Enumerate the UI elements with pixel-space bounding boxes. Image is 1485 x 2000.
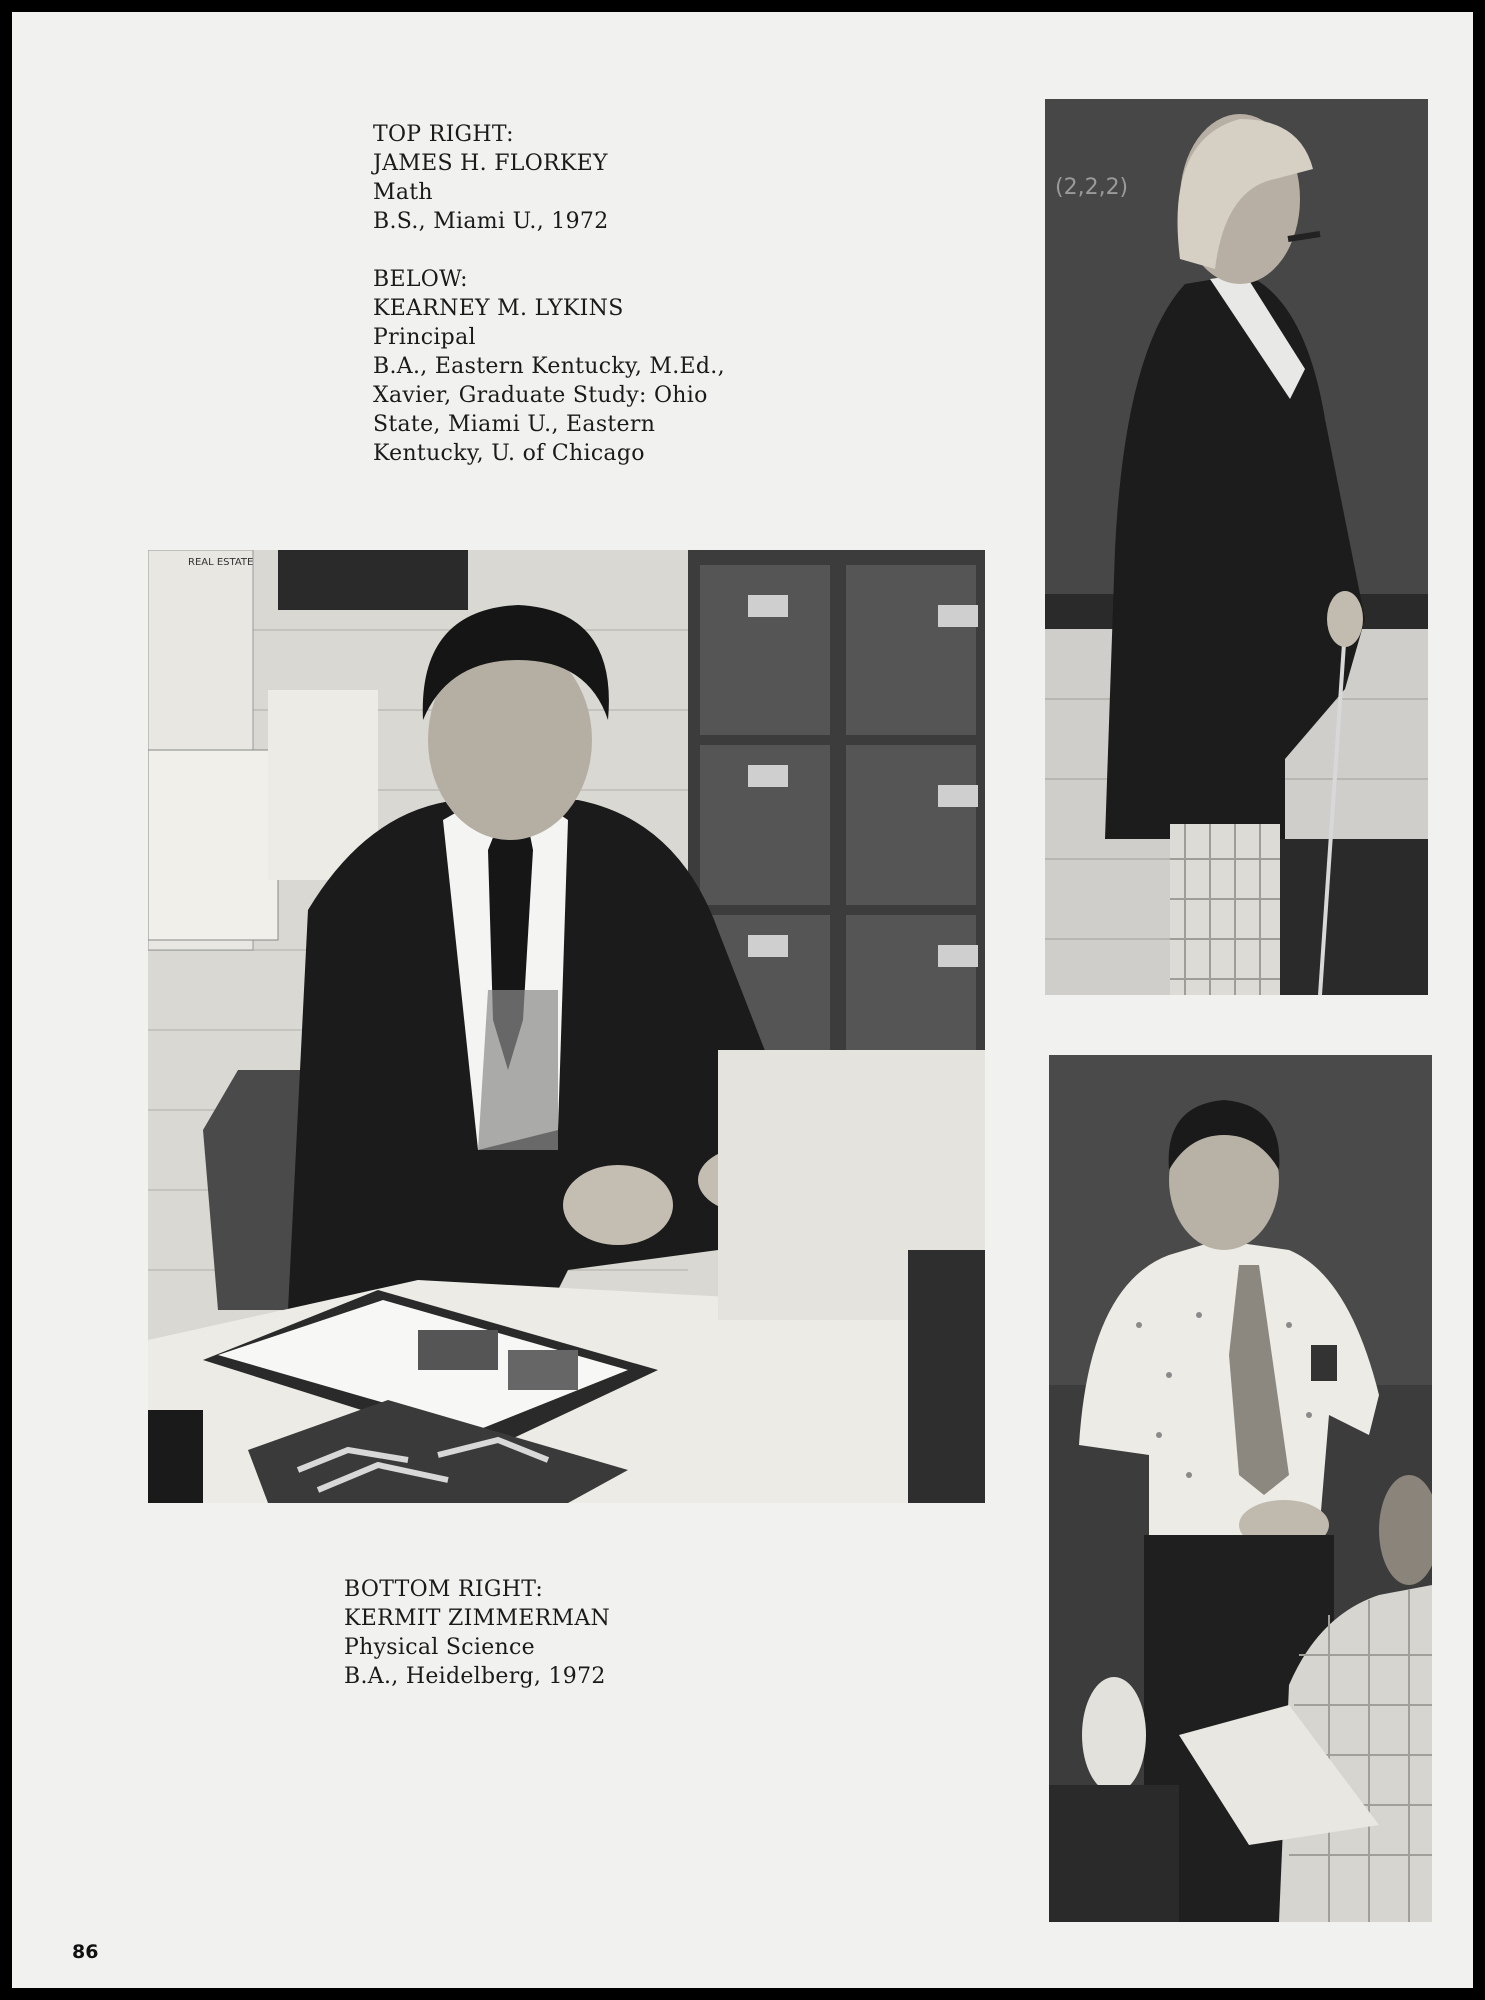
caption-bottom-right-label: BOTTOM RIGHT:: [344, 1577, 544, 1602]
chalkboard-text: (2,2,2): [1055, 175, 1129, 200]
caption-lykins-title: Principal: [373, 325, 476, 350]
principal-sign-text: REAL ESTATE: [188, 557, 254, 568]
caption-florkey-subject: Math: [373, 180, 433, 205]
caption-lykins-degree-line4: Kentucky, U. of Chicago: [373, 441, 645, 466]
caption-top: [373, 120, 725, 468]
caption-below-label: BELOW:: [373, 267, 468, 292]
caption-top-right-label: TOP RIGHT:: [373, 122, 514, 147]
caption-lykins-degree-line2: Xavier, Graduate Study: Ohio: [373, 383, 708, 408]
page-number: 86: [72, 1941, 99, 1963]
photo-florkey: [1045, 99, 1428, 995]
caption-florkey-name: JAMES H. FLORKEY: [373, 151, 608, 176]
caption-lykins-degree-line1: B.A., Eastern Kentucky, M.Ed.,: [373, 354, 725, 379]
caption-bottom: [344, 1575, 610, 1691]
yearbook-page: [12, 12, 1473, 1988]
caption-zimmerman-subject: Physical Science: [344, 1635, 535, 1660]
caption-lykins-name: KEARNEY M. LYKINS: [373, 296, 624, 321]
caption-zimmerman-name: KERMIT ZIMMERMAN: [344, 1606, 611, 1631]
photo-zimmerman: [1049, 1055, 1432, 1922]
caption-florkey-degree: B.S., Miami U., 1972: [373, 209, 609, 234]
caption-zimmerman-degree: B.A., Heidelberg, 1972: [344, 1664, 606, 1689]
caption-lykins-degree-line3: State, Miami U., Eastern: [373, 412, 656, 437]
photo-principal: [148, 550, 985, 1503]
